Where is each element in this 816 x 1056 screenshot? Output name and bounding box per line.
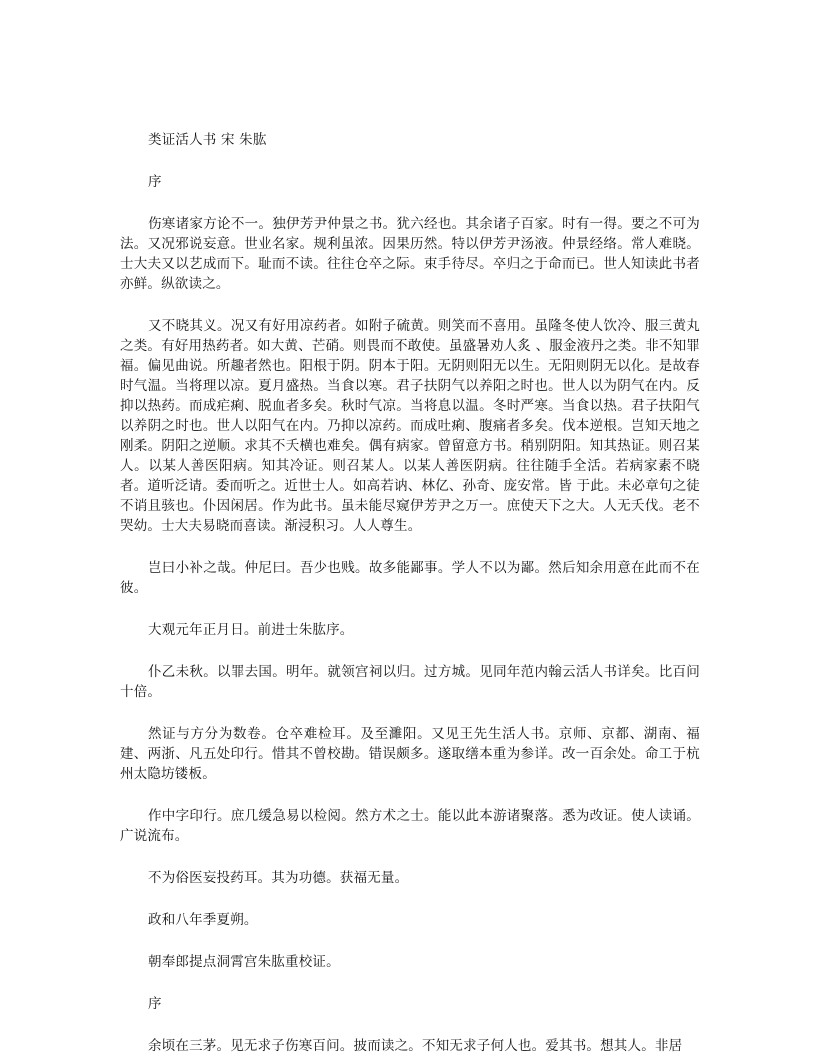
paragraph: 然证与方分为数卷。仓卒难检耳。及至濉阳。又见王先生活人书。京师、京都、湖南、福建、两浙、凡五处印行。惜其不曾校勘。错误颇多。遂取缮本重为参详。改一百余处。命工于杭州太隐坊镂板。	[120, 726, 700, 782]
date-line: 政和八年季夏朔。	[148, 912, 258, 928]
paragraph: 大观元年正月日。前进士朱肱序。	[148, 622, 354, 638]
document-page	[120, 130, 700, 1056]
preface-heading: 序	[148, 174, 162, 190]
paragraph: 余顷在三茅。见无求子伤寒百问。披而读之。不知无求子何人也。爱其书。想其人。非居	[148, 1038, 683, 1054]
paragraph: 不为俗医妄投药耳。其为功德。获福无量。	[148, 870, 409, 886]
paragraph: 伤寒诸家方论不一。独伊芳尹仲景之书。犹六经也。其余诸子百家。时有一得。要之不可为法。又况邪说妄意。世业名家。规利虽浓。因果历然。特以伊芳尹汤液。仲景经络。常人难晓。士大夫又以艺成而下。耻而不读。往往仓卒之际。束手待尽。卒归之于命而已。世人知读此书者亦鲜。纵欲读之。	[120, 216, 700, 292]
paragraph: 仆乙未秋。以罪去国。明年。就领宫祠以归。过方城。见同年范内翰云活人书详矣。比百问十倍。	[120, 664, 700, 700]
document-title: 类证活人书 宋 朱肱	[148, 132, 267, 148]
paragraph: 岂曰小补之哉。仲尼曰。吾少也贱。故多能鄙事。学人不以为鄙。然后知余用意在此而不在彼。	[120, 560, 700, 596]
paragraph: 作中字印行。庶几缓急易以检阅。然方术之士。能以此本游诸聚落。悉为改证。使人读诵。广说流布。	[120, 808, 700, 844]
signature-line: 朝奉郎提点洞霄宫朱肱重校证。	[148, 954, 340, 970]
preface-heading: 序	[148, 996, 162, 1012]
paragraph: 又不晓其义。况又有好用凉药者。如附子硫黄。则笑而不喜用。虽隆冬使人饮冷、服三黄丸之类。有好用热药者。如大黄、芒硝。则畏而不敢使。虽盛暑劝人炙 、服金液丹之类。非不知罪福。偏见曲说。所趣者然也。阳根于阴。阴本于阳。无阴则阳无以生。无阳则阴无以化。是故春时气温。当将理以凉。夏月盛热。当食以寒。君子扶阴气以养阳之时也。世人以为阴气在内。反抑以热药。而成疟痢、脱血者多矣。秋时气凉。当将息以温。冬时严寒。当食以热。君子扶阳气以养阴之时也。世人以阳气在内。乃抑以凉药。而成吐痢、腹痛者多矣。伐本逆根。岂知天地之刚柔。阴阳之逆顺。求其不夭横也难矣。偶有病家。曾留意方书。稍别阴阳。知其热证。则召某人。以某人善医阳病。知其冷证。则召某人。以某人善医阴病。往往随手全活。若病家素不晓者。道听泛请。委而听之。近世士人。如高若讷、林亿、孙奇、庞安常。皆 于此。未必章句之徒不诮且骇也。仆因闲居。作为此书。虽未能尽窥伊芳尹之万一。庶使天下之大。人无夭伐。老不哭幼。士大夫易晓而喜读。渐浸积习。人人尊生。	[120, 318, 700, 534]
